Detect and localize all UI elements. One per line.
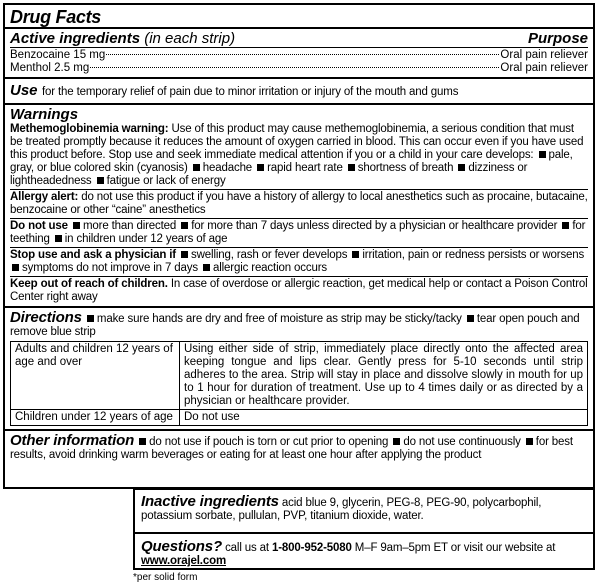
inactive-ingredients-section [135,490,593,534]
inactive-heading: Inactive ingredients [141,493,279,510]
do-not-use: Do not use more than directed for more than 7 days unless directed by a physician or healthcare provider for teething in children under 12 years of age [10,219,588,248]
warnings-section [5,105,593,308]
inactive-text: acid blue 9, glycerin, PEG-8, PEG-90, polycarbophil, potassium sorbate, pullulan, PVP, titanium dioxide, water. [141,497,542,522]
active-ingredients-section [5,29,593,79]
other-heading: Other information [10,432,135,449]
stop-use: Stop use and ask a physician if swelling, rash or fever develops irritation, pain or redness persists or worsens symptoms do not improve in 7 days allergic reaction occurs [10,248,588,277]
warnings-heading: Warnings [10,106,79,123]
other-information-section: Other information do not use if pouch is torn or cut prior to opening do not use continuously for best results, avoid drinking warm beverages or eating for at least one hour after applying the product [10,432,573,461]
ingredient-row: Menthol 2.5 mg Oral pain reliever [10,62,588,74]
ingredient-row: Benzocaine 15 mg Oral pain reliever [10,49,588,61]
table-row: Adults and children 12 years of age and over Using either side of strip, immediately place directly onto the affected area keeping tongue and lips clear. Gently press for 5-10 seconds until strip adheres to the area. Strip will stay in place and dissolve slowly in mouth for up to 1 hour for duration of treatment. Use up to 4 times daily or as directed by a physician or healthcare provider. [11,342,588,410]
directions-table [10,341,588,426]
keep-out-of-reach: Keep out of reach of children. In case of overdose or allergic reaction, get medical help or contact a Poison Control Center right away [10,278,588,303]
questions-section: Questions? call us at 1-800-952-5080 M–F 9am–5pm ET or visit our website at www.orajel.com [141,538,556,567]
website-link[interactable]: www.orajel.com [141,555,227,567]
use-text: for the temporary relief of pain due to minor irritation or injury of the mouth and gums [41,86,459,98]
page-title: Drug Facts [10,7,102,27]
methemoglobinemia-warning: Methemoglobinemia warning: Use of this product may cause methemoglobinemia, a serious condition that must be treated promptly because it reduces the amount of oxygen carried in blood. This can occur even if you have used this product before. Stop use and seek immediate medical attention if you or a child in your care develops: pale, gray, or blue colored skin (cyanosis) headache rapid heart rate shortness of breath dizziness or lightheadedness fatigue or lack of energy [10,123,588,190]
phone-number[interactable]: 1-800-952-5080 [272,542,352,554]
purpose-heading: Purpose [527,30,588,47]
active-heading: Active ingredients (in each strip) [10,30,236,47]
table-row: Children under 12 years of age Do not use [11,410,588,426]
footnote: *per solid form [133,572,198,583]
allergy-alert: Allergy alert: do not use this product if you have a history of allergy to local anesthetics such as procaine, butacaine, benzocaine or other “caine” anesthetics [10,190,588,219]
drug-facts-panel [3,3,595,489]
use-heading: Use [10,82,38,99]
use-section [5,79,593,105]
questions-heading: Questions? [141,538,223,555]
title-section [5,5,593,29]
directions-heading: Directions [10,309,82,326]
directions-section: Directions make sure hands are dry and free of moisture as strip may be sticky/tacky tear open pouch and remove blue strip Adults and children 12 years of age and over Using either side of strip, immediately place directly onto the affected area keeping tongue and lips clear. Gently press for 5-10 seconds until strip adheres to the area. Strip will stay in place and dissolve slowly in mouth for up to 1 hour for duration of treatment. Use up to 4 times daily or as directed by a physician or healthcare provider. Children under 12 years of age Do not use [5,308,593,431]
lower-panel [133,488,595,570]
